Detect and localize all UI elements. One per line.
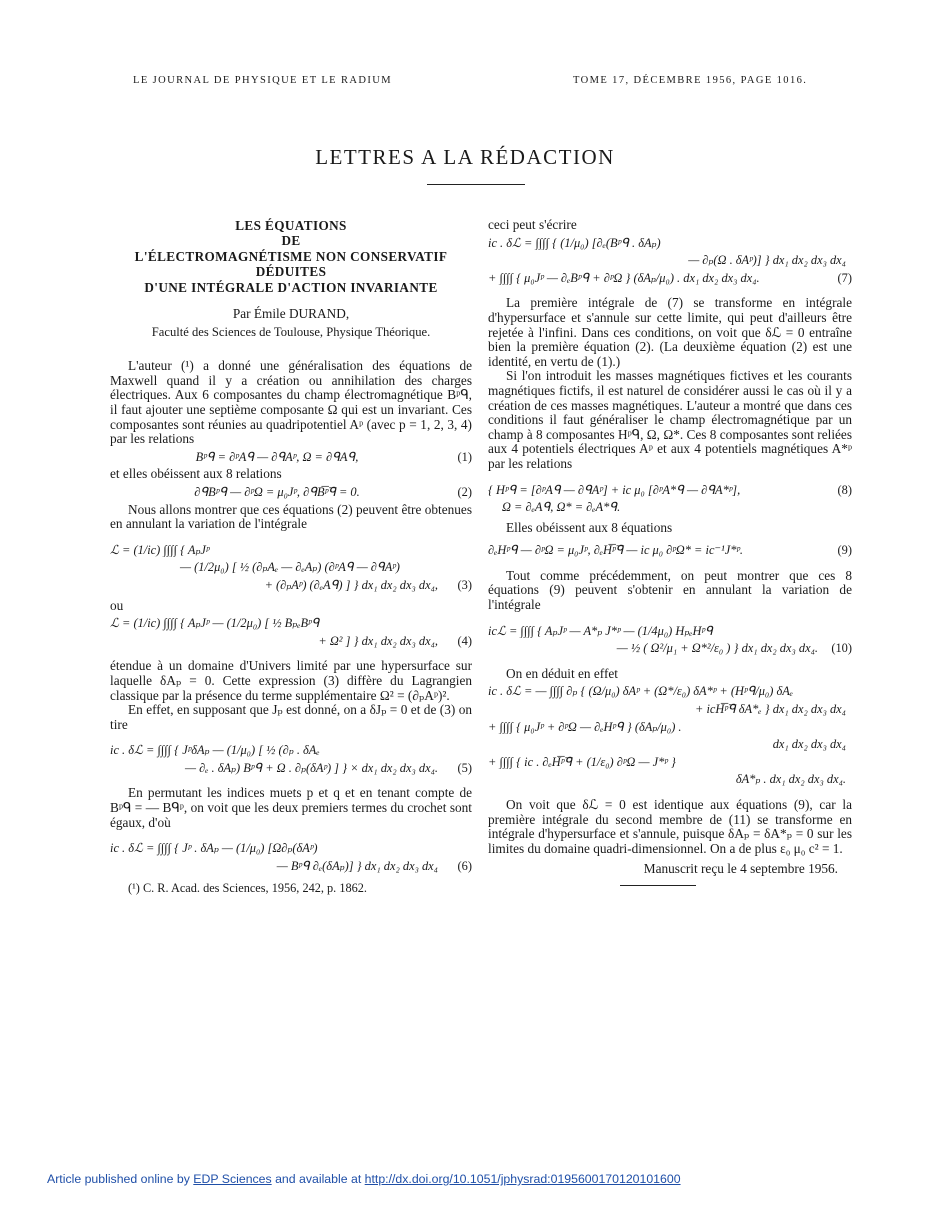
equation-6-line: — Bᵖᑫ ∂ₑ(δAₚ)] } dx₁ dx₂ dx₃ dx₄ (6) <box>276 858 472 873</box>
equation-11-line: δA*ₚ . dx₁ dx₂ dx₃ dx₄. <box>735 772 846 787</box>
equation-10-line: — ½ ( Ω²/μ₁ + Ω*²/ε₀ ) } dx₁ dx₂ dx₃ dx₄. (10) <box>616 641 852 656</box>
volume-page-header: TOME 17, DÉCEMBRE 1956, PAGE 1016. <box>573 75 808 86</box>
received-date: Manuscrit reçu le 4 septembre 1956. <box>643 861 838 877</box>
equation-10-line: icℒ = ∫∫∫∫ { AₚJᵖ — A*ₚ J*ᵖ — (1/4μ₀) HₚₑHᵖᑫ <box>488 623 713 638</box>
equation-11-line: + ∫∫∫∫ { ic . ∂ₑH͞ᵖ͞ᑫ + (1/ε₀) ∂ᵖΩ — J*ᵖ } <box>488 754 676 769</box>
paragraph: L'auteur (¹) a donné une généralisation des équations de Maxwell quand il y a création ou annihilation des charges électriques. Aux 6 composantes du champ électromagnétique Bᵖᑫ, il faut ajouter une septième composante Ω qui est un invariant. Ces composantes sont réunies au quadripotentiel Aᵖ (avec p = 1, 2, 3, 4) par les relations <box>110 358 472 447</box>
equation-1: Bᵖᑫ = ∂ᵖAᑫ — ∂ᑫAᵖ, Ω = ∂ᑫAᑫ, (1) <box>195 449 472 464</box>
paragraph: Si l'on introduit les masses magnétiques fictives et les courants magnétiques fictifs, il est naturel de considérer aussi le cas où il y a création de ces masses magnétiques. L'auteur a montré que dans ces conditions il faut généraliser le champ électromagnétique par un champ à 8 composantes Hᵖᑫ, Ω, Ω*. Ces 8 composantes sont reliées aux 4 potentiels électriques Aᵖ et aux 4 potentiels magnétiques A*ᵖ par les relations <box>488 368 852 471</box>
equation-11-line: + icH͞ᵖ͞ᑫ δA*ₑ } dx₁ dx₂ dx₃ dx₄ <box>695 702 846 717</box>
footer-middle: and available at <box>271 1172 365 1186</box>
section-title: LETTRES A LA RÉDACTION <box>315 145 615 169</box>
equation-4-line: + Ω² ] } dx₁ dx₂ dx₃ dx₄, (4) <box>318 633 472 648</box>
equation-9: ∂ₑHᵖᑫ — ∂ᵖΩ = μ₀Jᵖ, ∂ₑH͞ᵖ͞ᑫ — ic μ₀ ∂ᵖΩ* = ic⁻¹J*ᵖ. (9) <box>488 543 852 558</box>
article-title-line: DE <box>281 233 301 249</box>
paragraph: La première intégrale de (7) se transforme en intégrale d'hypersurface et s'annule sur cette limite, qui peut d'ailleurs être rejetée à l'infini. Dans ces conditions, on voit que δℒ = 0 entraîne bien la première équation (2). (La deuxième équation (2) est une identité, en vertu de (1).) <box>488 295 852 369</box>
equation-8-line: { Hᵖᑫ = [∂ᵖAᑫ — ∂ᑫAᵖ] + ic μ₀ [∂ᵖA*ᑫ — ∂ᑫA*ᵖ], (8) <box>488 482 852 497</box>
paragraph: et elles obéissent aux 8 relations <box>110 466 282 482</box>
equation-3-line: — (1/2μ₀) [ ½ (∂ₚAₑ — ∂ₑAₚ) (∂ᵖAᑫ — ∂ᑫAᵖ) <box>180 560 400 575</box>
paragraph: Elles obéissent aux 8 équations <box>506 519 673 535</box>
equation-5-line: ic . δℒ = ∫∫∫∫ { JᵖδAₚ — (1/μ₀) [ ½ (∂ₚ . δAₑ <box>110 743 320 758</box>
paragraph: ceci peut s'écrire <box>488 217 577 232</box>
article-title <box>110 218 472 295</box>
end-divider <box>620 885 696 886</box>
footer-prefix: Article published online by <box>47 1172 194 1186</box>
publisher-link[interactable]: EDP Sciences <box>193 1172 272 1186</box>
paragraph: ou <box>110 597 124 613</box>
article-title-line: LES ÉQUATIONS <box>235 218 347 233</box>
paragraph: étendue à un domaine d'Univers limité par une hypersurface sur laquelle δAₚ = 0. Cette expression (3) diffère du Lagrangien classique par la présence du terme supplémentaire Ω² = (∂ₚAᵖ)². <box>110 658 473 703</box>
title-divider <box>427 184 525 185</box>
right-column <box>488 218 852 886</box>
equation-6-line: ic . δℒ = ∫∫∫∫ { Jᵖ . δAₚ — (1/μ₀) [Ω∂ₚ(δAᵖ) <box>110 841 318 856</box>
footnote: (¹) C. R. Acad. des Sciences, 1956, 242, p. 1862. <box>128 881 368 896</box>
affiliation: Faculté des Sciences de Toulouse, Physique Théorique. <box>151 324 431 339</box>
paragraph: Nous allons montrer que ces équations (2) peuvent être obtenues en annulant la variation de l'intégrale <box>110 501 472 532</box>
equation-5-line: — ∂ₑ . δAₚ) Bᵖᑫ + Ω . ∂ₚ(δAᵖ) ] } × dx₁ dx₂ dx₃ dx₄. (5) <box>184 760 472 775</box>
paragraph: En permutant les indices muets p et q et en tenant compte de Bᵖᑫ = — Bᑫᵖ, on voit que les deux premiers termes du crochet sont égaux, d'où <box>110 785 472 830</box>
equation-7-line: ic . δℒ = ∫∫∫∫ { (1/μ₀) [∂ₑ(Bᵖᑫ . δAₚ) <box>488 235 661 250</box>
equation-7-line: — ∂ₚ(Ω . δAᵖ)] } dx₁ dx₂ dx₃ dx₄ <box>688 253 846 268</box>
left-column <box>110 218 472 896</box>
paragraph: Tout comme précédemment, on peut montrer que ces 8 équations (9) peuvent s'obtenir en annulant la variation de l'intégrale <box>488 567 852 613</box>
equation-8-line: Ω = ∂ₑAᑫ, Ω* = ∂ₑA*ᑫ. <box>502 500 621 515</box>
article-title-line: D'UNE INTÉGRALE D'ACTION INVARIANTE <box>144 279 438 295</box>
equation-11-line: ic . δℒ = — ∫∫∫∫ ∂ₚ { (Ω/μ₀) δAᵖ + (Ω*/ε₀) δA*ᵖ + (Hᵖᑫ/μ₀) δAₑ <box>488 684 794 699</box>
publication-footer <box>47 1172 681 1186</box>
equation-7-line: + ∫∫∫∫ { μ₀Jᵖ — ∂ₑBᵖᑫ + ∂ᵖΩ } (δAₚ/μ₀) . dx₁ dx₂ dx₃ dx₄. (7) <box>488 270 852 285</box>
author: Par Émile DURAND, <box>232 306 350 322</box>
journal-header: LE JOURNAL DE PHYSIQUE ET LE RADIUM <box>133 75 392 86</box>
equation-11-line: dx₁ dx₂ dx₃ dx₄ <box>772 737 846 752</box>
equation-3-line: ℒ = (1/ic) ∫∫∫∫ { AₚJᵖ <box>110 542 210 557</box>
equation-3-line: + (∂ₚAᵖ) (∂ₑAᑫ) ] } dx₁ dx₂ dx₃ dx₄, (3) <box>264 577 472 592</box>
paragraph: On en déduit en effet <box>506 665 618 681</box>
equation-2: ∂ᑫBᵖᑫ — ∂ᵖΩ = μ₀Jᵖ, ∂ᑫB͞ᵖ͞ᑫ = 0. (2) <box>194 484 472 499</box>
article-title-line: DÉDUITES <box>255 264 327 280</box>
doi-link[interactable]: http://dx.doi.org/10.1051/jphysrad:0195600170120101600 <box>364 1172 681 1186</box>
equation-4-line: ℒ = (1/ic) ∫∫∫∫ { AₚJᵖ — (1/2μ₀) [ ½ BₚₑBᵖᑫ <box>110 616 320 631</box>
paragraph: On voit que δℒ = 0 est identique aux équations (9), car la première intégrale du second membre de (11) se transforme en intégrale d'hypersurface et s'annule, puisque δAₚ = δA*ₚ = 0 sur les limites du domaine quadri-dimensionnel. On a de plus ε₀ μ₀ c² = 1. <box>488 797 852 856</box>
paragraph: En effet, en supposant que Jₚ est donné, on a δJₚ = 0 et de (3) on tire <box>110 702 472 732</box>
article-title-line: L'ÉLECTROMAGNÉTISME NON CONSERVATIF <box>134 248 448 264</box>
equation-11-line: + ∫∫∫∫ { μ₀Jᵖ + ∂ᵖΩ — ∂ₑHᵖᑫ } (δAₚ/μ₀) . <box>488 719 682 734</box>
